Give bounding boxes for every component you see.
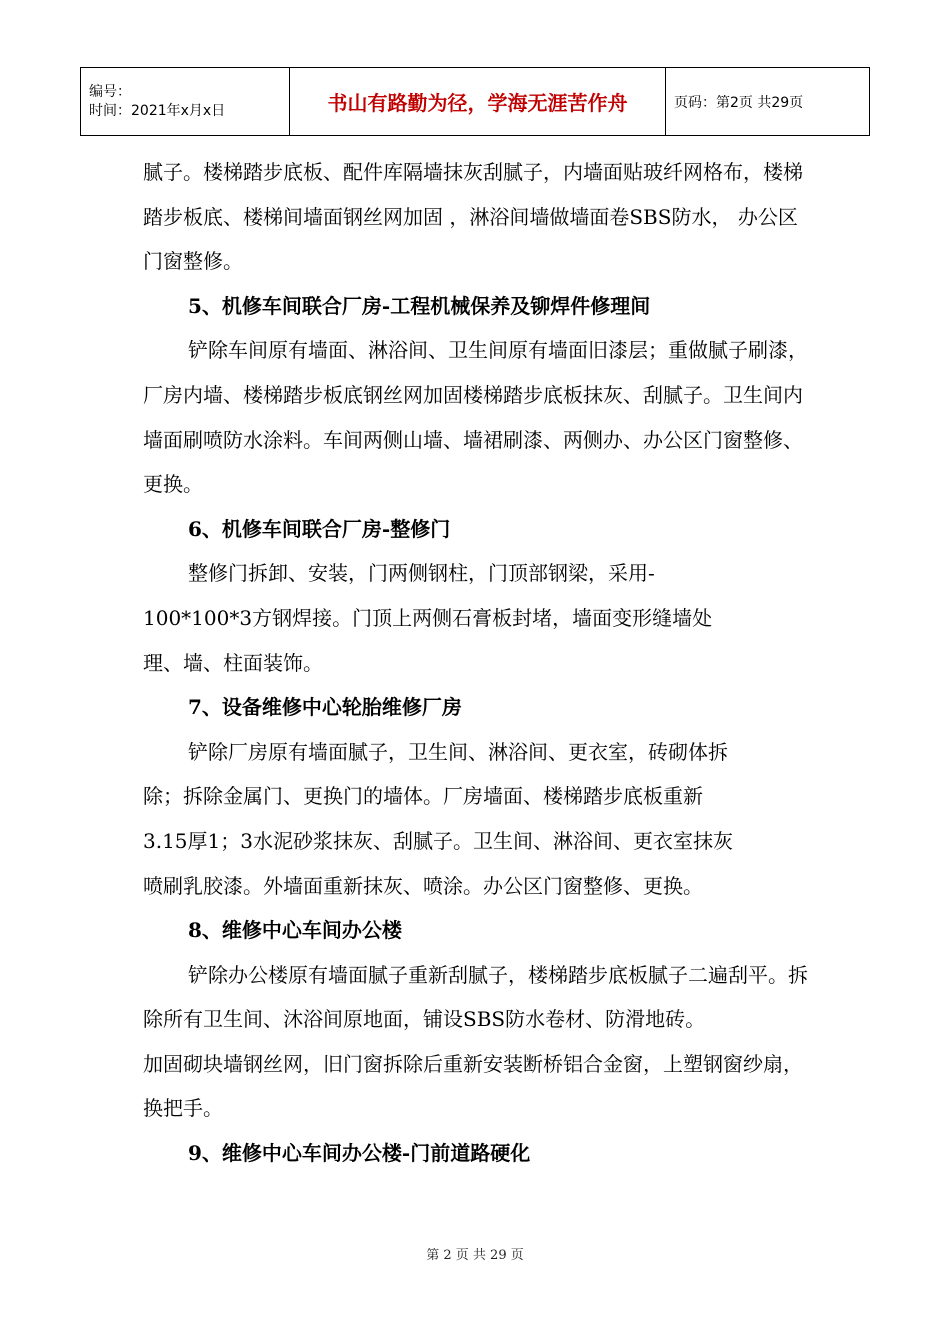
- header-meta-cell: [81, 68, 290, 136]
- document-header: [80, 67, 870, 136]
- header-page-info: 页码：第2页 共29页: [666, 68, 870, 136]
- header-motto: 书山有路勤为径，学海无涯苦作舟: [290, 68, 666, 136]
- section-heading-7: 7、设备维修中心轮胎维修厂房: [188, 695, 462, 720]
- section-heading-9: 9、维修中心车间办公楼-门前道路硬化: [188, 1141, 531, 1166]
- section-heading-5: 5、机修车间联合厂房-工程机械保养及铆焊件修理间: [188, 293, 651, 318]
- paragraph-section-6-line-1: 整修门拆卸、安装，门两侧钢柱，门顶部钢梁，采用-: [188, 561, 655, 586]
- paragraph-section-7-line-4: 喷刷乳胶漆。外墙面重新抹灰、喷涂。办公区门窗整修、更换。: [143, 873, 703, 898]
- section-heading-6: 6、机修车间联合厂房-整修门: [188, 516, 451, 541]
- paragraph-section-8: 铲除办公楼原有墙面腻子重新刮腻子，楼梯踏步底板腻子二遍刮平。拆除所有卫生间、沐浴间原地面，铺设SBS防水卷材、防滑地砖。: [143, 962, 808, 1032]
- number-label: 编号：: [89, 83, 131, 100]
- paragraph-section-7-line-2: 除；拆除金属门、更换门的墙体。厂房墙面、楼梯踏步底板重新: [143, 784, 703, 809]
- paragraph-section-8-continued: 加固砌块墙钢丝网，旧门窗拆除后重新安装断桥铝合金窗，上塑钢窗纱扇，换把手。: [143, 1051, 803, 1121]
- paragraph-section-7-line-1: 铲除厂房原有墙面腻子，卫生间、淋浴间、更衣室，砖砌体拆: [188, 739, 728, 764]
- paragraph-section-5: 铲除车间原有墙面、淋浴间、卫生间原有墙面旧漆层；重做腻子刷漆，厂房内墙、楼梯踏步板底钢丝网加固楼梯踏步底板抹灰、刮腻子。卫生间内墙面刷喷防水涂料。车间两侧山墙、墙裙刷漆、两侧办、办公区门窗整修、更换。: [143, 338, 808, 497]
- paragraph-section-7-line-3: 3.15厚1；3水泥砂浆抹灰、刮腻子。卫生间、淋浴间、更衣室抹灰: [143, 828, 733, 853]
- paragraph-section-6-line-3: 理、墙、柱面装饰。: [143, 650, 323, 675]
- page-footer: 第 2 页 共 29 页: [426, 1248, 524, 1263]
- paragraph-section-6-line-2: 100*100*3方钢焊接。门顶上两侧石膏板封堵，墙面变形缝墙处: [143, 605, 713, 630]
- document-body: [143, 150, 813, 1176]
- date-label: 时间：2021年x月x日: [89, 102, 226, 119]
- paragraph-continued: 腻子。楼梯踏步底板、配件库隔墙抹灰刮腻子，内墙面贴玻纤网格布，楼梯踏步板底、楼梯间墙面钢丝网加固 ，淋浴间墙做墙面卷SBS防水， 办公区门窗整修。: [143, 160, 803, 274]
- section-heading-8: 8、维修中心车间办公楼: [188, 918, 402, 943]
